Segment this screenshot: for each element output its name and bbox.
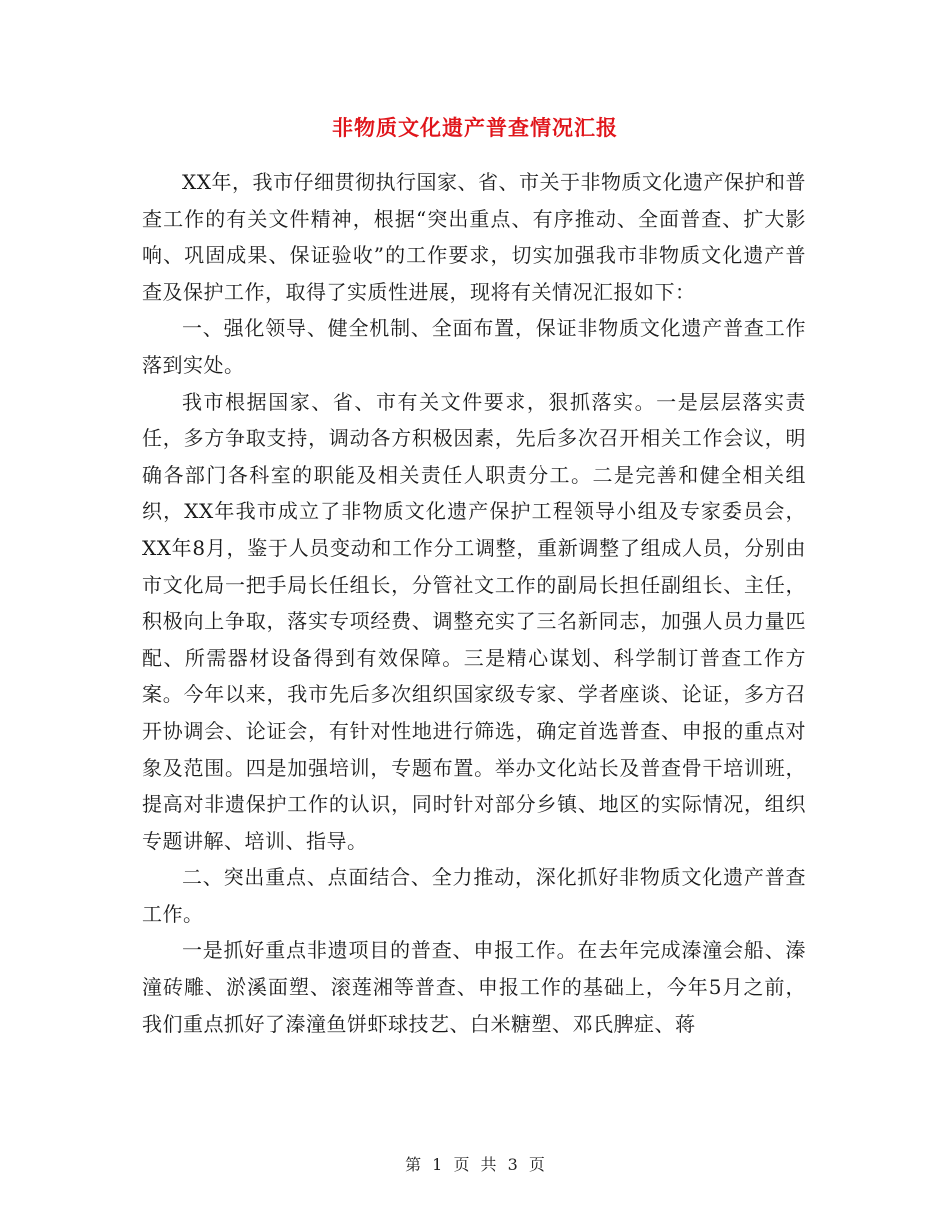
document-body [142,164,806,1042]
page-number-footer: 第 1 页 共 3 页 [405,1155,545,1174]
section-heading-1: 一、强化领导、健全机制、全面布置，保证非物质文化遗产普查工作落到实处。 [142,316,806,377]
paragraph-section-1: 我市根据国家、省、市有关文件要求，狠抓落实。一是层层落实责任，多方争取支持，调动各方积极因素，先后多次召开相关工作会议，明确各部门各科室的职能及相关责任人职责分工。二是完善和健全相关组织，XX年我市成立了非物质文化遗产保护工程领导小组及专家委员会，XX年8月，鉴于人员变动和工作分工调整，重新调整了组成人员，分别由市文化局一把手局长任组长，分管社文工作的副局长担任副组长、主任，积极向上争取，落实专项经费、调整充实了三名新同志，加强人员力量匹配、所需器材设备得到有效保障。三是精心谋划、科学制订普查工作方案。今年以来，我市先后多次组织国家级专家、学者座谈、论证，多方召开协调会、论证会，有针对性地进行筛选，确定首选普查、申报的重点对象及范围。四是加强培训，专题布置。举办文化站长及普查骨干培训班，提高对非遗保护工作的认识，同时针对部分乡镇、地区的实际情况，组织专题讲解、培训、指导。 [142,389,806,853]
paragraph-section-2: 一是抓好重点非遗项目的普查、申报工作。在去年完成溱潼会船、溱潼砖雕、淤溪面塑、滚莲湘等普查、申报工作的基础上，今年5月之前，我们重点抓好了溱潼鱼饼虾球技艺、白米糖塑、邓氏脾症、蒋 [142,938,806,1036]
section-heading-2: 二、突出重点、点面结合、全力推动，深化抓好非物质文化遗产普查工作。 [142,865,806,926]
paragraph-intro: XX年，我市仔细贯彻执行国家、省、市关于非物质文化遗产保护和普查工作的有关文件精神，根据“突出重点、有序推动、全面普查、扩大影响、巩固成果、保证验收”的工作要求，切实加强我市非物质文化遗产普查及保护工作，取得了实质性进展，现将有关情况汇报如下： [142,170,806,304]
document-title: 非物质文化遗产普查情况汇报 [332,115,618,140]
